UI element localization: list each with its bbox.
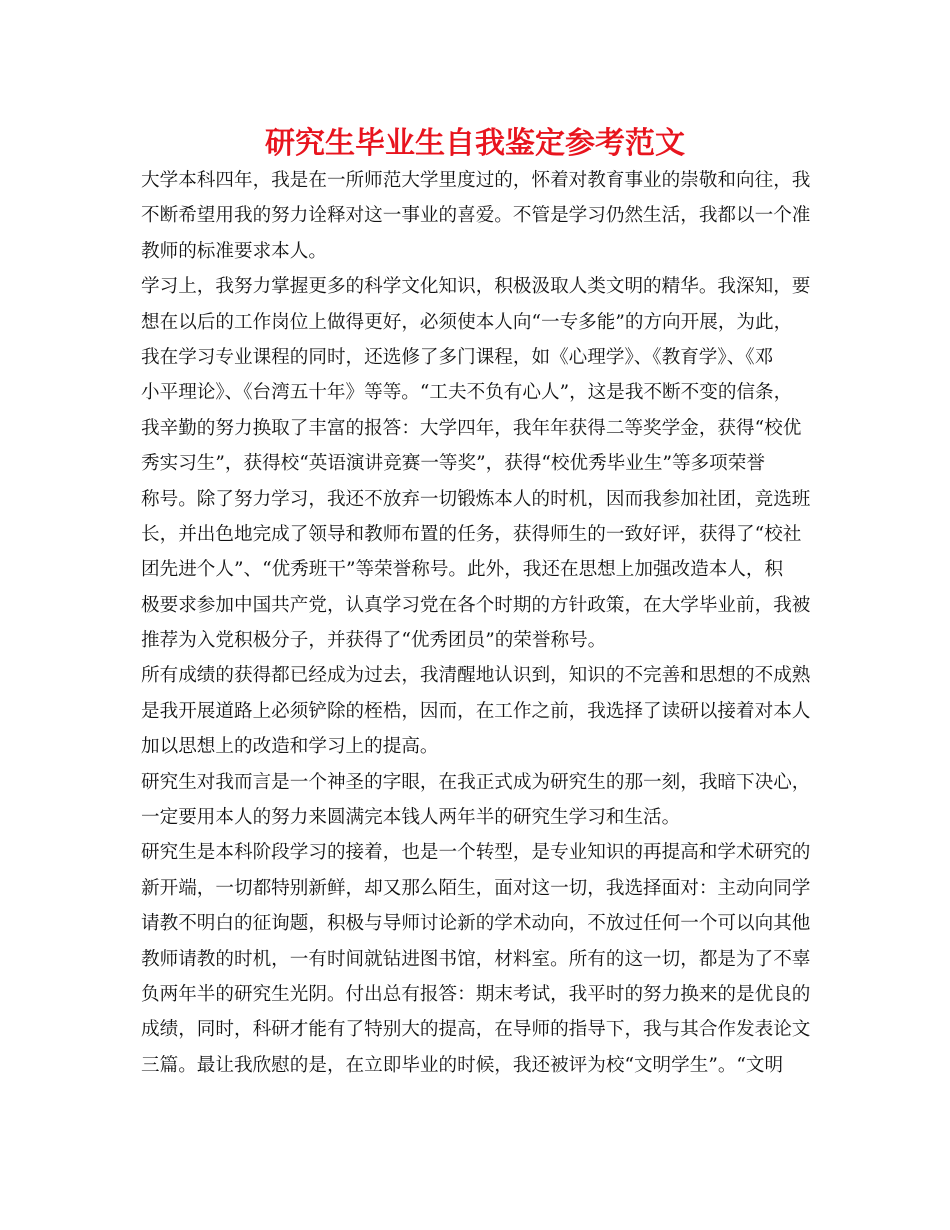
text-line: 教师的标准要求本人。 <box>141 240 327 262</box>
text-line: 一定要用本人的努力来圆满完本钱人两年半的研究生学习和生活。 <box>141 807 681 829</box>
text-line: 长，并出色地完成了领导和教师布置的任务，获得师生的一致好评，获得了“校社 <box>141 523 802 545</box>
text-line: 新开端，一切都特别新鲜，却又那么陌生，面对这一切，我选择面对：主动向同学 <box>141 877 811 899</box>
body-text <box>141 163 831 1083</box>
text-line: 大学本科四年，我是在一所师范大学里度过的，怀着对教育事业的崇敬和向往，我 <box>141 170 811 191</box>
text-line: 推荐为入党积极分子，并获得了“优秀团员”的荣誉称号。 <box>141 630 607 652</box>
text-line: 是我开展道路上必须铲除的桎梏，因而，在工作之前，我选择了读研以接着对本人 <box>141 700 811 722</box>
text-line: 教师请教的时机，一有时间就钻进图书馆，材料室。所有的这一切，都是为了不辜 <box>141 948 811 970</box>
text-line: 想在以后的工作岗位上做得更好，必须使本人向“一专多能”的方向开展，为此， <box>141 311 793 333</box>
text-line: 研究生是本科阶段学习的接着，也是一个转型，是专业知识的再提高和学术研究的 <box>141 842 811 864</box>
text-line: 负两年半的研究生光阴。付出总有报答：期末考试，我平时的努力换来的是优良的 <box>141 983 811 1005</box>
text-line: 学习上，我努力掌握更多的科学文化知识，积极汲取人类文明的精华。我深知，要 <box>141 276 811 298</box>
text-line: 所有成绩的获得都已经成为过去，我清醒地认识到，知识的不完善和思想的不成熟 <box>141 665 811 687</box>
text-line: 秀实习生”，获得校“英语演讲竞赛一等奖”，获得“校优秀毕业生”等多项荣誉 <box>141 453 765 475</box>
text-line: 我在学习专业课程的同时，还选修了多门课程，如《心理学》、《教育学》、《邓 <box>141 346 774 368</box>
text-line: 极要求参加中国共产党，认真学习党在各个时期的方针政策，在大学毕业前，我被 <box>141 594 811 616</box>
text-line: 不断希望用我的努力诠释对这一事业的喜爱。不管是学习仍然生活，我都以一个准 <box>141 205 811 227</box>
text-line: 称号。除了努力学习，我还不放弃一切锻炼本人的时机，因而我参加社团，竞选班 <box>141 488 811 510</box>
text-line: 研究生对我而言是一个神圣的字眼，在我正式成为研究生的那一刻，我暗下决心， <box>141 771 811 793</box>
text-line: 我辛勤的努力换取了丰富的报答：大学四年，我年年获得二等奖学金，获得“校优 <box>141 417 802 439</box>
text-line: 三篇。最让我欣慰的是，在立即毕业的时候，我还被评为校“文明学生”。“文明 <box>141 1054 784 1076</box>
page-title: 研究生毕业生自我鉴定参考范文 <box>265 126 685 161</box>
text-line: 成绩，同时，科研才能有了特别大的提高，在导师的指导下，我与其合作发表论文 <box>141 1019 811 1041</box>
text-line: 团先进个人”、“优秀班干”等荣誉称号。此外，我还在思想上加强改造本人，积 <box>141 559 784 581</box>
text-line: 小平理论》、《台湾五十年》等等。“工夫不负有心人”，这是我不断不变的信条， <box>141 382 793 404</box>
text-line: 加以思想上的改造和学习上的提高。 <box>141 736 439 758</box>
text-line: 请教不明白的征询题，积极与导师讨论新的学术动向，不放过任何一个可以向其他 <box>141 913 811 935</box>
